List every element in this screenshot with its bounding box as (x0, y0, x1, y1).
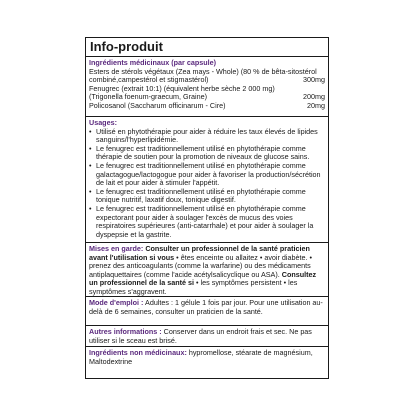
medicinal-heading: Ingrédients médicinaux (par capsule) (89, 58, 217, 67)
warnings-consult-text-2: Consultez un professionnel de la santé si (89, 269, 317, 288)
usages-heading: Usages: (89, 118, 117, 127)
ingredient-1-amount: 300mg (303, 75, 325, 85)
usage-item: • Le fenugrec est traditionnellement utilisé en phytothérapie comme tonique nutritif, laxatif doux, tonique digestif. (89, 188, 325, 205)
warnings-consult-text: Consulter un professionnel de la santé praticien avant l'utilisation si vous (89, 244, 310, 262)
usages-list (89, 128, 325, 240)
ingredient-1 (89, 68, 325, 85)
non-medicinal-text: hypromellose, stéarate de magnésium, Maltodextrine (89, 348, 313, 366)
ingredient-2-line1: Fenugrec (extrait 10:1) (équivalent herbe sèche 2 000 mg) (89, 83, 275, 93)
ingredient-2-amount: 200mg (303, 92, 325, 102)
product-info-panel (85, 37, 329, 379)
ingredient-3-amount: 20mg (307, 100, 325, 110)
usage-item: • Le fenugrec est traditionnellement utilisé en phytothérapie comme thérapie de soutien pour la promotion de niveaux de glucose sains. (89, 145, 325, 162)
warnings-symptoms-text: • les symptômes persistent • les symptômes s'aggravent. (89, 278, 298, 296)
ingredient-2 (89, 85, 325, 102)
directions-heading: Mode d'emploi : (89, 298, 144, 307)
other-info-section (86, 326, 328, 347)
directions-section (86, 297, 328, 326)
ingredient-1-line1: Esters de stérols végétaux (Zea mays - Whole) (80 % de bêta-sitostérol (89, 66, 317, 76)
warnings-conditions-text: • êtes enceinte ou allaitez • avoir diabète. • prenez des anticoagulants (comme la warfarine) ou des médicaments antiplaquettaires (comme l'acide acétylsalicyclique ou ASA). (89, 252, 312, 279)
warnings-heading: Mises en garde: (89, 244, 144, 253)
usages-section (86, 117, 328, 243)
usage-item: • Utilisé en phytothérapie pour aider à réduire les taux élevés de lipides sanguins/l'hyperlipidémie. (89, 128, 325, 145)
other-info-text: Conserver dans un endroit frais et sec. Ne pas utiliser si le sceau est brisé. (89, 327, 312, 345)
ingredient-1-line2: combiné,campestérol et stigmastérol) (89, 75, 209, 85)
warnings-section (86, 243, 328, 297)
ingredient-3 (89, 102, 325, 111)
ingredient-3-line1: Policosanol (Saccharum officinarum - Cire) (89, 100, 226, 110)
usage-item: • Le fenugrec est traditionnellement utilisé en phytothérapie comme galactagogue/lactogogue pour aider à favoriser la production/sécrétion de lait et pour aider à stimuler l'appétit. (89, 162, 325, 188)
non-medicinal-heading: Ingrédients non médicinaux: (89, 348, 187, 357)
panel-title: Info-produit (86, 38, 328, 57)
medicinal-ingredients-section (86, 57, 328, 117)
ingredient-2-line2: (Trigonella foenum-graecum, Graine) (89, 92, 207, 102)
non-medicinal-section (86, 347, 328, 368)
directions-text: Adultes : 1 gélule 1 fois par jour. Pour une utilisation au-delà de 6 semaines, consulter un praticien de la santé. (89, 298, 323, 316)
usage-item: • Le fenugrec est traditionnellement utilisé en phytothérapie comme expectorant pour aider à soulager l'excès de mucus des voies respiratoires supérieures (anti-catarrhale) et pour aider à soulager la dyspepsie et la gastrite. (89, 205, 325, 239)
other-info-heading: Autres informations : (89, 327, 162, 336)
